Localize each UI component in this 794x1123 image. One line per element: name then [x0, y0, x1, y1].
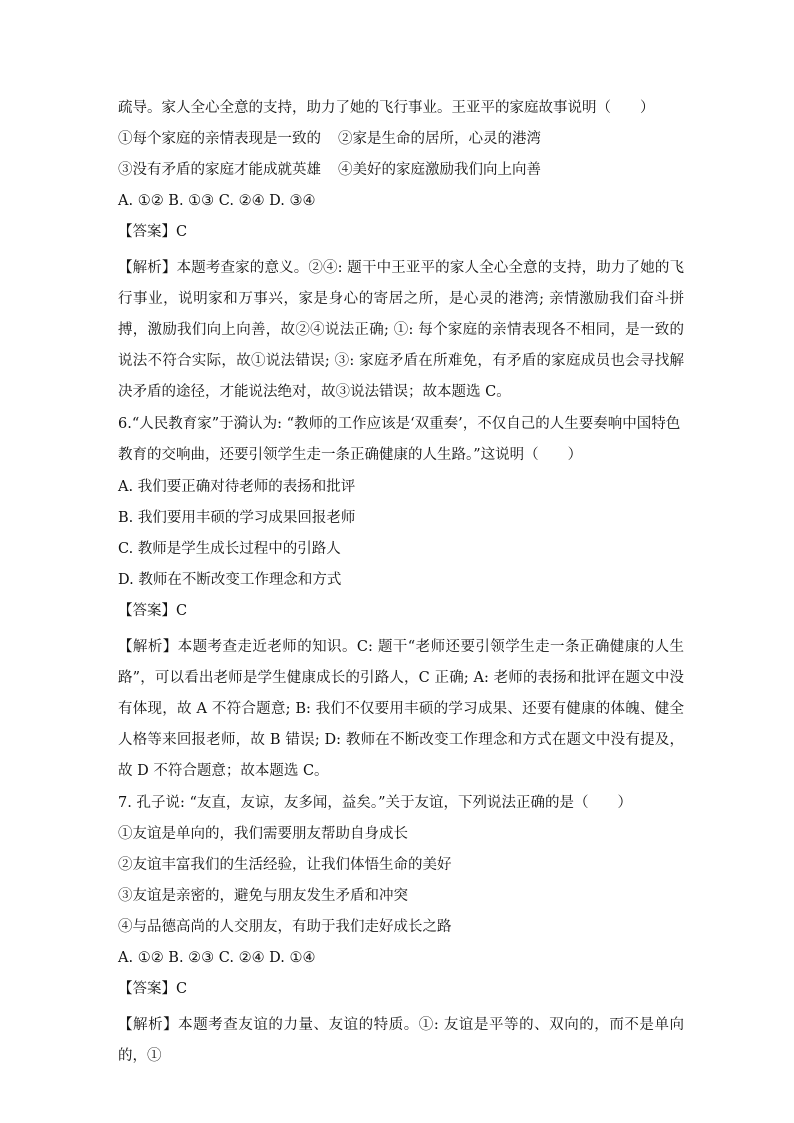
q6-stem: 6.“人民教育家”于漪认为: “教师的工作应该是‘双重奏’，不仅自己的人生要奏响中国特色教育的交响曲，还要引领学生走一条正确健康的人生路。”这说明（ ）: [118, 416, 681, 463]
q5-option-4: ④美好的家庭激励我们向上向善: [338, 162, 541, 178]
q7-option-1: ①友谊是单向的，我们需要朋友帮助自身成长: [118, 826, 408, 842]
q7-stem: 7. 孔子说: “友直，友谅，友多闻，益矣。”关于友谊，下列说法正确的是（ ）: [118, 795, 633, 811]
q5-analysis: 【解析】本题考查家的意义。②④: 题干中王亚平的家人全心全意的支持，助力了她的飞行事业，说明家和万事兴，家是身心的寄居之所，是心灵的港湾; 亲情激励我们奋斗拼搏，激励我们向上向善，故②④说法正确; ①: 每个家庭的亲情表现各不相同，是一致的说法不符合实际，故①说法错误; ③: 家庭矛盾在所难免，有矛盾的家庭成员也会寻找解决矛盾的途径，才能说法绝对，故③说法错误；故本题选 C。: [118, 260, 684, 400]
q7-option-4: ④与品德高尚的人交朋友，有助于我们走好成长之路: [118, 919, 452, 935]
q7-analysis: 【解析】本题考查友谊的力量、友谊的特质。①: 友谊是平等的、双向的，而不是单向的，①: [118, 1017, 684, 1064]
q5-option-3: ③没有矛盾的家庭才能成就英雄: [118, 162, 321, 178]
q7-answer: 【答案】C: [118, 981, 188, 997]
q7-option-3: ③友谊是亲密的，避免与朋友发生矛盾和冲突: [118, 888, 408, 904]
q6-option-d: D. 教师在不断改变工作理念和方式: [118, 572, 342, 588]
q5-answer: 【答案】C: [118, 224, 188, 240]
q5-choices: A. ①② B. ①③ C. ②④ D. ③④: [118, 193, 316, 209]
q6-answer: 【答案】C: [118, 603, 188, 619]
q6-option-b: B. 我们要用丰硕的学习成果回报老师: [118, 510, 356, 526]
q5-options-row-1: [118, 129, 684, 149]
q5-stem-tail: 疏导。家人全心全意的支持，助力了她的飞行事业。王亚平的家庭故事说明（ ）: [118, 100, 655, 116]
q6-option-a: A. 我们要正确对待老师的表扬和批评: [118, 479, 356, 495]
q6-option-c: C. 教师是学生成长过程中的引路人: [118, 541, 341, 557]
q5-options-row-2: [118, 160, 684, 180]
q5-option-1: ①每个家庭的亲情表现是一致的: [118, 131, 321, 147]
q6-analysis: 【解析】本题考查走近老师的知识。C: 题干“老师还要引领学生走一条正确健康的人生路”，可以看出老师是学生健康成长的引路人，C 正确; A: 老师的表扬和批评在题文中没有体现，故 A 不符合题意; B: 我们不仅要用丰硕的学习成果、还要有健康的体魄、健全人格等来回报老师，故 B 错误; D: 教师在不断改变工作理念和方式在题文中没有提及，故 D 不符合题意；故本题选 C。: [118, 639, 684, 779]
q5-option-2: ②家是生命的居所，心灵的港湾: [338, 131, 541, 147]
q7-choices: A. ①② B. ②③ C. ②④ D. ①④: [118, 950, 316, 966]
page-content: [118, 98, 684, 1072]
q7-option-2: ②友谊丰富我们的生活经验，让我们体悟生命的美好: [118, 857, 452, 873]
